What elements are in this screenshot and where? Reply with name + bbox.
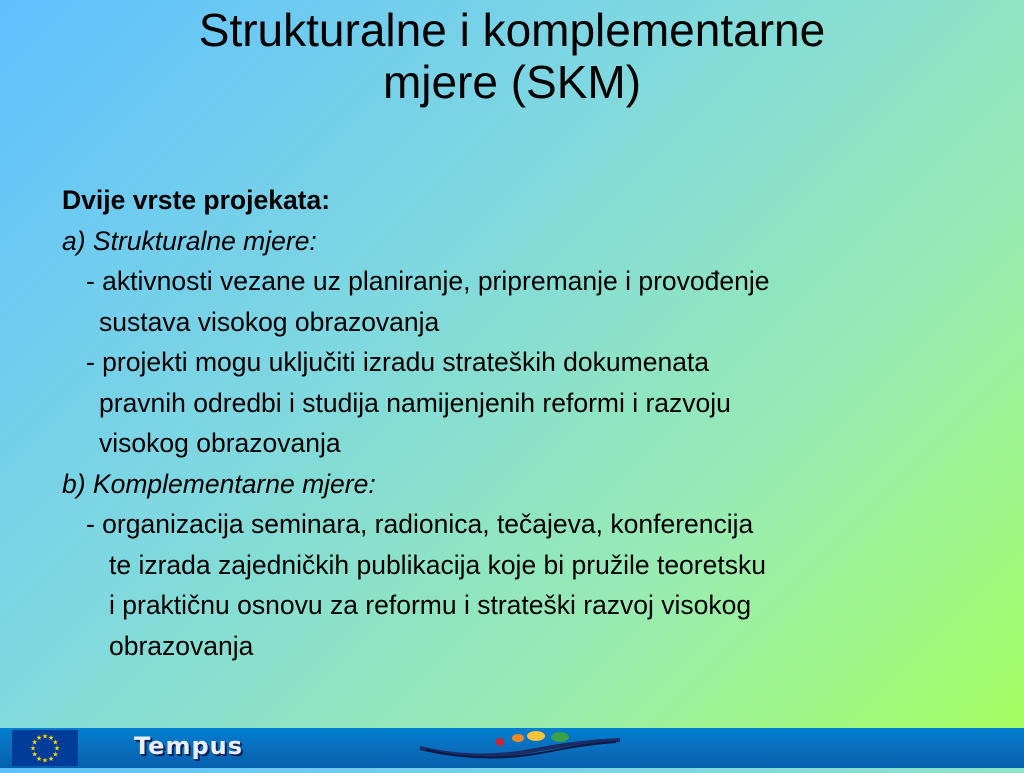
tempus-swoosh-logo <box>416 728 626 768</box>
section-b-item1-line1: - organizacija seminara, radionica, tečajeva, konferencija <box>86 509 754 539</box>
slide-title <box>40 4 984 108</box>
eu-star-icon: ★ <box>31 739 38 747</box>
section-a-item1-line1: - aktivnosti vezane uz planiranje, pripremanje i provođenje <box>86 266 770 296</box>
section-a-label: a) Strukturalne mjere: <box>62 225 317 256</box>
eu-star-icon: ★ <box>47 755 55 763</box>
eu-star-icon: ★ <box>41 733 49 741</box>
section-b-item1-line2: te izrada zajedničkih publikacija koje bi pružile teoretsku <box>109 549 766 580</box>
section-b-label: b) Komplementarne mjere: <box>62 468 376 499</box>
footer-bar <box>0 728 1024 768</box>
content-heading: Dvije vrste projekata: <box>62 185 331 215</box>
eu-star-icon: ★ <box>35 755 43 763</box>
eu-star-icon: ★ <box>47 735 55 743</box>
section-b-item1-line3: i praktičnu osnovu za reformu i strateški razvoj visokog <box>109 590 752 620</box>
eu-star-icon: ★ <box>35 735 43 743</box>
eu-flag-icon <box>12 730 78 766</box>
tempus-brand: Tempus <box>134 732 244 760</box>
section-b-item1-line4: obrazovanja <box>109 630 254 661</box>
section-a-item2-line3: visokog obrazovanja <box>99 428 341 458</box>
eu-star-icon: ★ <box>53 745 61 753</box>
section-a-item2-line1: - projekti mogu uključiti izradu strateških dokumenata <box>86 347 710 377</box>
slide-content <box>62 180 1002 666</box>
title-line-1: Strukturalne i komplementarne <box>198 4 826 56</box>
eu-star-icon: ★ <box>52 739 59 747</box>
eu-star-icon: ★ <box>29 745 37 753</box>
section-a-item1-line2: sustava visokog obrazovanja <box>99 306 440 337</box>
eu-star-icon: ★ <box>31 751 38 759</box>
eu-star-icon: ★ <box>41 757 49 765</box>
section-a-item2-line2: pravnih odredbi i studija namijenjenih reformi i razvoju <box>99 387 731 418</box>
eu-star-icon: ★ <box>52 751 59 759</box>
title-line-2: mjere (SKM) <box>382 56 642 108</box>
